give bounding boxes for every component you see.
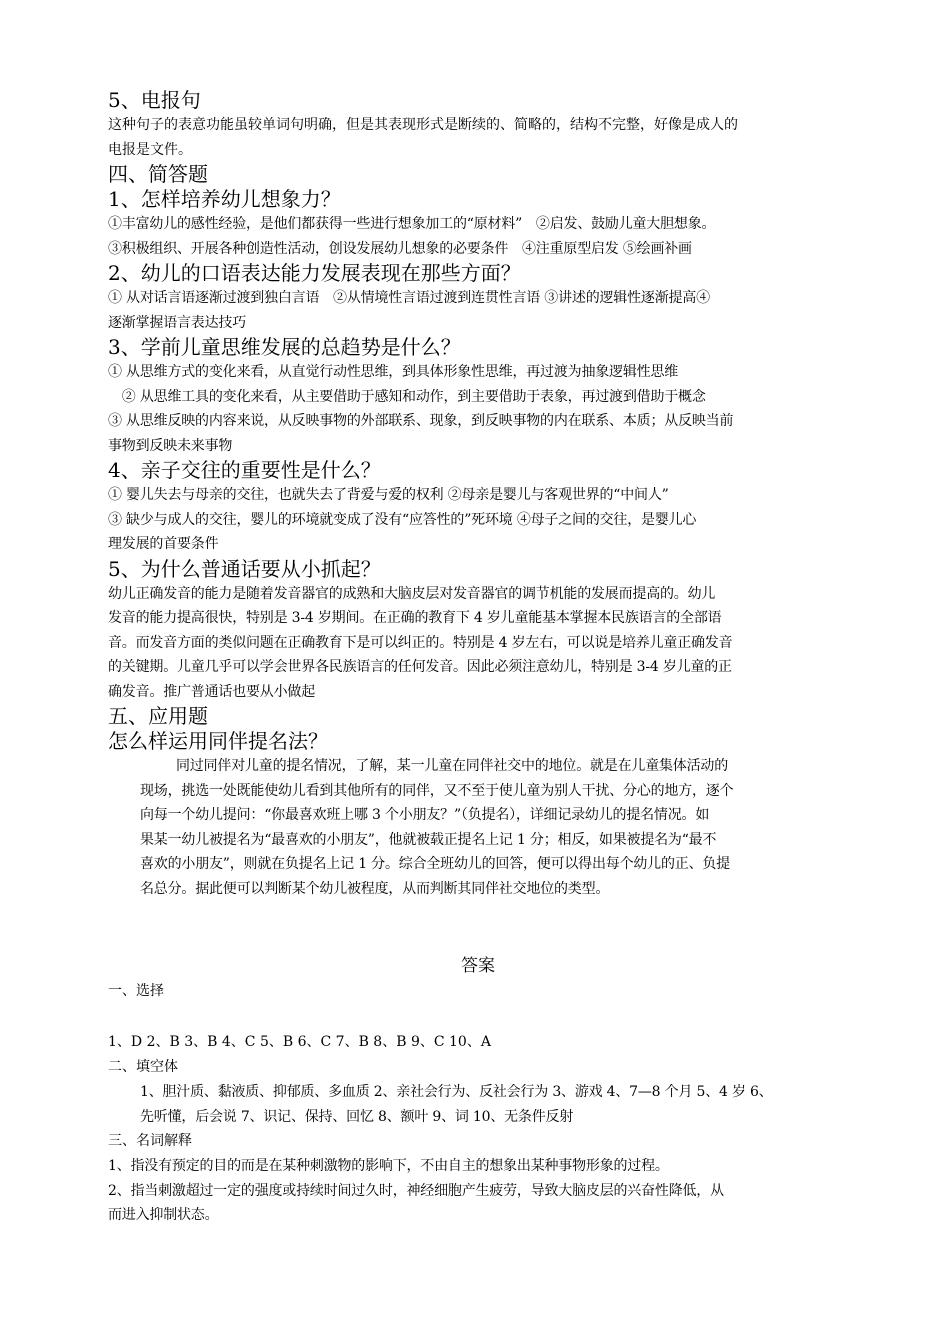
text-line: 发音的能力提高很快，特别是 3-4 岁期间。在正确的教育下 4 岁儿童能基本掌握本民族语言的全部语 [108,610,722,626]
answer-paragraph-2 [108,286,848,335]
text-line: ① 婴儿失去与母亲的交往，也就失去了背爱与爱的权利 ②母亲是婴儿与客观世界的“中间人” [108,487,669,503]
answers-section-heading-fill: 二、填空体 [108,1059,178,1075]
text-line: 向每一个幼儿提问：“你最喜欢班上哪 3 个小朋友？”（负提名），详细记录幼儿的提名情况。如 [140,807,710,823]
section-heading-application: 五、应用题 [108,704,208,728]
text-line: ①丰富幼儿的感性经验，是他们都获得一些进行想象加工的“原材料” ②启发、鼓励儿童大胆想象。 [108,216,716,232]
question-heading-3: 3、学前儿童思维发展的总趋势是什么？ [108,335,461,359]
text-line: 确发音。推广普通话也要从小做起 [108,683,315,700]
text-line: 这种句子的表意功能虽较单词句明确，但是其表现形式是断续的、简略的，结构不完整，好像是成人的 [108,117,738,133]
text-line: 先听懂，后会说 7、识记、保持、回忆 8、额叶 9、词 10、无条件反射 [140,1108,574,1125]
answer-paragraph-1 [108,212,848,261]
answers-section-heading-terms: 三、名词解释 [108,1133,192,1149]
paragraph-telegraph-sentence [108,113,848,162]
text-line: 幼儿正确发音的能力是随着发音器官的成熟和大脑皮层对发音器官的调节机能的发展而提高的。幼儿 [108,585,716,602]
answer-paragraph-5 [108,582,848,705]
text-line: 事物到反映未来事物 [108,437,233,454]
text-line: ① 从思维方式的变化来看，从直觉行动性思维，到具体形象性思维，再过渡为抽象逻辑性思维 [108,364,679,380]
text-line: ③ 缺少与成人的交往，婴儿的环境就变成了没有“应答性的”死环境 ④母子之间的交往，是婴儿心 [108,511,697,528]
question-heading-4: 4、亲子交往的重要性是什么？ [108,458,381,482]
answers-choice-line: 1、D 2、B 3、B 4、C 5、B 6、C 7、B 8、B 9、C 10、A [108,1034,491,1050]
text-line: 1、胆汁质、黏液质、抑郁质、多血质 2、亲社会行为、反社会行为 3、游戏 4、7—8 个月 5、4 岁 6、 [140,1084,773,1100]
document-page [108,88,848,1228]
text-line: 喜欢的小朋友”，则就在负提名上记 1 分。综合全班幼儿的回答，便可以得出每个幼儿的正、负提 [140,856,730,872]
spacer [108,1004,848,1030]
text-line: 1、指没有预定的目的而是在某种刺激物的影响下，不由自主的想象出某种事物形象的过程。 [108,1158,669,1174]
answer-paragraph-peer-nomination [108,754,846,901]
answers-section-heading-choice: 一、选择 [108,983,164,999]
text-line: 现场，挑选一处既能使幼儿看到其他所有的同伴，又不至于使儿童为别人干扰、分心的地方，逐个 [140,782,734,799]
text-line: 果某一幼儿被提名为“最喜欢的小朋友”，他就被载正提名上记 1 分；相反，如果被提名为“最不 [140,831,717,848]
answers-title: 答案 [461,956,495,976]
text-line: 同过同伴对儿童的提名情况，了解，某一儿童在同伴社交中的地位。就是在儿童集体活动的 [176,758,728,774]
text-line: 2、指当刺激超过一定的强度或持续时间过久时，神经细胞产生疲劳，导致大脑皮层的兴奋性降低，从 [108,1182,724,1199]
text-line: 的关键期。儿童几乎可以学会世界各民族语言的任何发音。因此必须注意幼儿，特别是 3-4 岁儿童的正 [108,659,732,675]
question-heading-5: 5、为什么普通话要从小抓起？ [108,556,381,581]
text-line: 逐渐掌握语言表达技巧 [108,314,246,331]
answer-paragraph-3 [108,360,848,458]
text-line: 音。而发音方面的类似问题在正确教育下是可以纠正的。特别是 4 岁左右，可以说是培养儿童正确发音 [108,634,733,651]
answers-terms-paragraph [108,1154,848,1228]
section-heading-telegraph-sentence: 5、电报句 [108,88,201,112]
question-heading-2: 2、幼儿的口语表达能力发展表现在那些方面？ [108,261,521,285]
text-line: ③ 从思维反映的内容来说，从反映事物的外部联系、现象，到反映事物的内在联系、本质；从反映当前 [108,413,734,429]
section-heading-short-answer: 四、简答题 [108,162,208,186]
text-line: 名总分。据此便可以判断某个幼儿被程度，从而判断其同伴社交地位的类型。 [140,880,610,897]
text-line: ③积极组织、开展各种创造性活动，创设发展幼儿想象的必要条件 ④注重原型启发 ⑤绘画补画 [108,240,692,257]
question-heading-1: 1、怎样培养幼儿想象力？ [108,187,341,211]
answer-paragraph-4 [108,483,848,557]
text-line: ① 从对话言语逐渐过渡到独白言语 ②从情境性言语过渡到连贯性言语 ③讲述的逻辑性逐渐提高④ [108,290,710,306]
question-heading-peer-nomination: 怎么样运用同伴提名法？ [108,729,328,753]
answers-fill-paragraph [108,1080,846,1129]
text-line: 电报是文件。 [108,141,192,158]
text-line: 理发展的首要条件 [108,536,219,552]
text-line: ② 从思维工具的变化来看，从主要借助于感知和动作，到主要借助于表象，再过渡到借助于概念 [108,388,706,405]
text-line: 而进入抑制状态。 [108,1207,219,1223]
